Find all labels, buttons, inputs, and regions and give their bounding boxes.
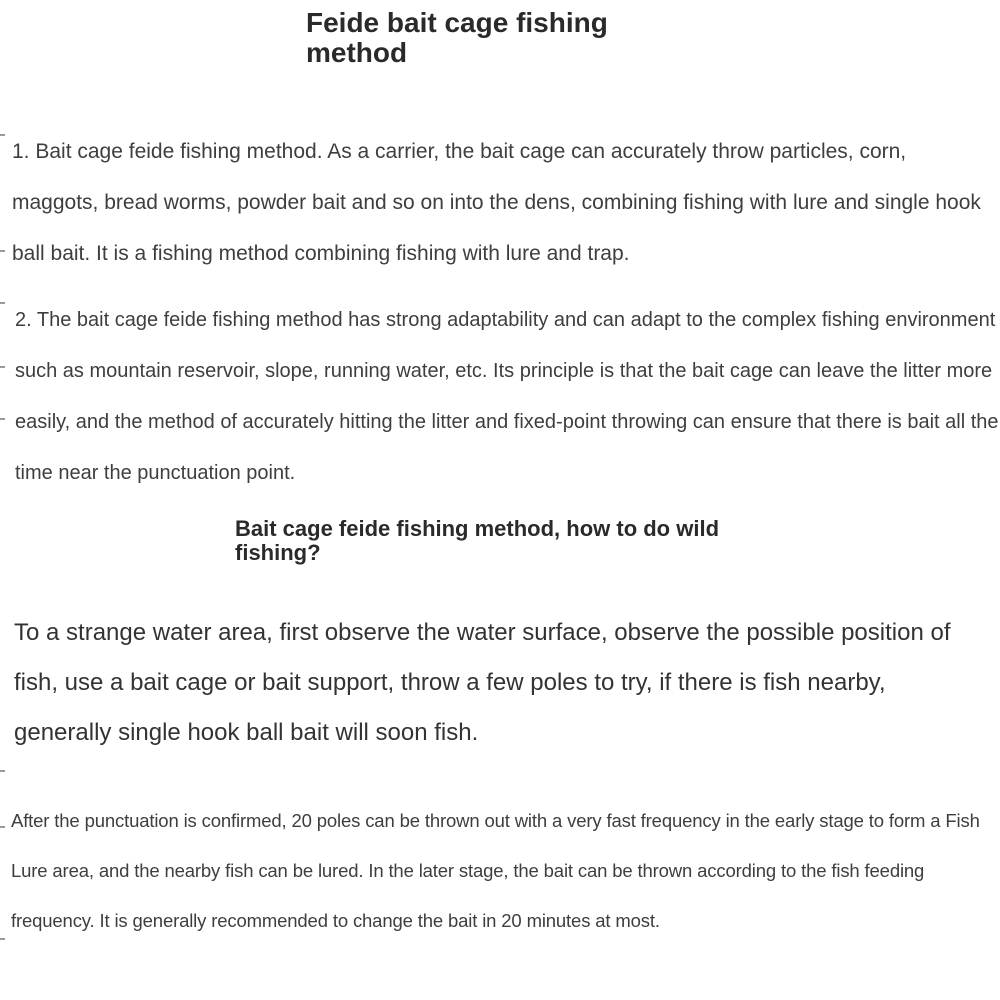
section-subtitle: Bait cage feide fishing method, how to do wild fishing?: [235, 516, 720, 565]
paragraph-strange-water: To a strange water area, first observe the water surface, observe the possible position of fish, use a bait cage or bait support, throw a few poles to try, if there is fish nearby, generally single hook ball bait will soon fish.: [14, 619, 951, 746]
edge-mark: [0, 826, 5, 828]
edge-mark: [0, 366, 5, 368]
edge-mark: [0, 938, 5, 940]
edge-mark: [0, 302, 5, 304]
paragraph-punctuation-confirmed: After the punctuation is confirmed, 20 poles can be thrown out with a very fast frequency in the early stage to form a Fish Lure area, and the nearby fish can be lured. In the later stage, the bait can be thrown according to the fish feeding frequency. It is generally recommended to change the bait in 20 minutes at most.: [11, 810, 980, 931]
paragraph-bait-cage-method: 1. Bait cage feide fishing method. As a carrier, the bait cage can accurately throw particles, corn, maggots, bread worms, powder bait and so on into the dens, combining fishing with lure and single hook ball bait. It is a fishing method combining fishing with lure and trap.: [12, 140, 981, 265]
edge-mark: [0, 418, 5, 420]
edge-mark: [0, 134, 5, 136]
paragraph-adaptability: 2. The bait cage feide fishing method has strong adaptability and can adapt to the complex fishing environment such as mountain reservoir, slope, running water, etc. Its principle is that the bait cage can leave the litter more easily, and the method of accurately hitting the litter and fixed-point throwing can ensure that there is bait all the time near the punctuation point.: [15, 309, 999, 484]
edge-mark: [0, 770, 5, 772]
edge-mark: [0, 250, 5, 252]
page-title: Feide bait cage fishing method: [306, 7, 608, 68]
